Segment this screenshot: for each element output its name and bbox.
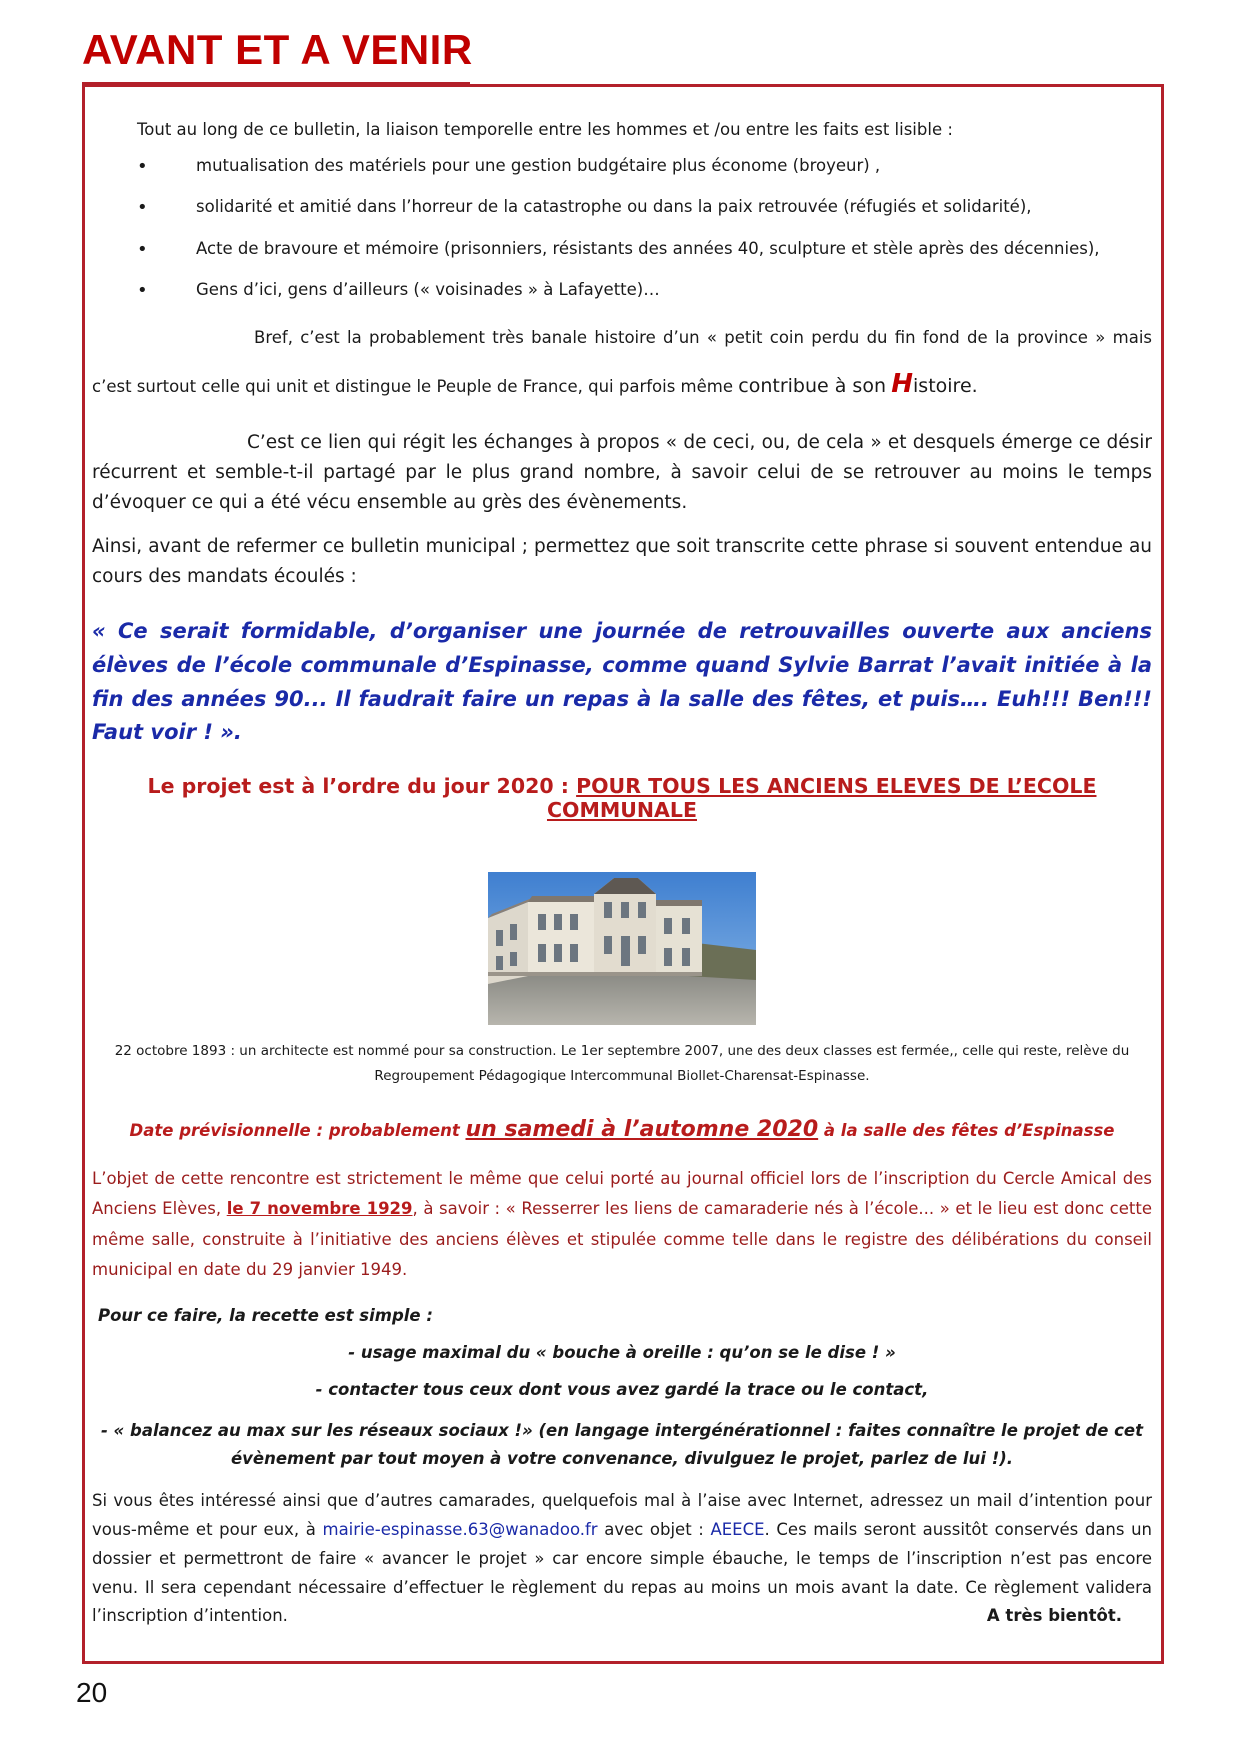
projet-prefix: Le projet est à l’ordre du jour 2020 : (147, 773, 569, 798)
recette-item: - « balancez au max sur les réseaux sociaux !» (en langage intergénérationnel : faites connaître le projet de cet évènement par tout moyen à votre convenance, divulguez le projet, parlez de lui !). (100, 1420, 1144, 1468)
recette-item: - usage maximal du « bouche à oreille : qu’on se le dise ! » (348, 1342, 896, 1362)
bref-text: Bref, c’est la probablement très banale histoire d’un « petit coin perdu du fin fond de la province » mais c’est surtout celle qui unit et distingue le Peuple de France, qui parfois même (92, 328, 1152, 397)
bref-emphasis: contribue à son (738, 375, 886, 398)
date-highlight: un samedi à l’automne 2020 (465, 1116, 819, 1142)
signoff: A très bientôt. (986, 1606, 1122, 1626)
lien-paragraph (92, 428, 1152, 518)
list-item (92, 238, 1152, 260)
bref-paragraph (92, 320, 1152, 413)
school-photo (488, 872, 756, 1025)
founding-date: le 7 novembre 1929 (226, 1199, 413, 1219)
histoire-rest: istoire. (913, 375, 978, 398)
projet-underlined: POUR TOUS LES ANCIENS ELEVES DE L’ECOLE COMMUNALE (546, 773, 1097, 822)
email-link[interactable]: mairie-espinasse.63@wanadoo.fr (322, 1519, 598, 1539)
objet-text-2: , à savoir : « Resserrer les liens de camaraderie nés à l’école... » et le lieu est donc cette même salle, construite à l’initiative des anciens élèves et stipulée comme telle dans le registre des délibérations du conseil municipal en date du 29 janvier 1949. (92, 1199, 1152, 1280)
bullet-icon: • (137, 238, 148, 260)
list-item-text: Gens d’ici, gens d’ailleurs (« voisinades » à Lafayette)… (196, 279, 660, 299)
contact-text-3: . Ces mails seront aussitôt conservés dans un dossier et permettront de faire « avancer le projet » car encore simple ébauche, le temps de l’inscription n’est pas encore venu. Il sera cependant nécessaire d’effectuer le règlement du repas au moins un mois avant la date. Ce règlement validera l’inscription d’intention. (92, 1519, 1153, 1626)
list-item (92, 279, 1152, 301)
histoire-initial: H (891, 369, 914, 400)
recette-intro: Pour ce faire, la recette est simple : (98, 1305, 433, 1325)
projet-line (92, 774, 1152, 822)
contact-text-2: avec objet : (604, 1519, 704, 1539)
list-item-text: solidarité et amitié dans l’horreur de la catastrophe ou dans la paix retrouvée (réfugiés et solidarité), (196, 197, 1032, 217)
objet-text-1: L’objet de cette rencontre est strictement le même que celui porté au journal officiel lors de l’inscription du Cercle Amical des Anciens Elèves, (92, 1168, 1152, 1219)
date-prefix: Date prévisionnelle : probablement (129, 1120, 460, 1140)
date-suffix: à la salle des fêtes d’Espinasse (823, 1120, 1115, 1140)
bullet-icon: • (137, 279, 148, 301)
mail-subject: AEECE (710, 1519, 765, 1539)
list-item (92, 196, 1152, 218)
bullet-list (92, 155, 1152, 301)
contact-text-1: Si vous êtes intéressé ainsi que d’autres camarades, quelquefois mal à l’aise avec Internet, adressez un mail d’intention pour vous-même et pour eux, à (92, 1490, 1152, 1539)
list-item (92, 155, 1152, 177)
page-number: 20 (76, 1677, 108, 1708)
bullet-icon: • (137, 197, 148, 219)
quote-paragraph: « Ce serait formidable, d’organiser une journée de retrouvailles ouverte aux anciens élèves de l’école communale d’Espinasse, comme quand Sylvie Barrat l’avait initiée à la fin des années 90... Il faudrait faire un repas à la salle des fêtes, et puis…. Euh!!! Ben!!! Faut voir ! ». (92, 619, 1152, 745)
photo-caption: 22 octobre 1893 : un architecte est nommé pour sa construction. Le 1er septembre 2007, une des deux classes est fermée,, celle qui reste, relève du Regroupement Pédagogique Intercommunal Biollet-Charensat-Espinasse. (114, 1042, 1130, 1084)
lien-text: C’est ce lien qui régit les échanges à propos « de ceci, ou, de cela » et desquels émerge ce désir récurrent et semble-t-il partagé par le plus grand nombre, à savoir celui de se retrouver au moins le temps d’évoquer ce qui a été vécu ensemble au grès des évènements. (92, 431, 1152, 513)
list-item-text: Acte de bravoure et mémoire (prisonniers, résistants des années 40, sculpture et stèle après des décennies), (196, 238, 1100, 258)
objet-paragraph (92, 1164, 1152, 1286)
page-title: AVANT ET A VENIR (82, 26, 473, 73)
bullet-icon: • (137, 156, 148, 178)
list-item-text: mutualisation des matériels pour une gestion budgétaire plus économe (broyeur) , (196, 156, 881, 176)
ainsi-paragraph: Ainsi, avant de refermer ce bulletin municipal ; permettez que soit transcrite cette phrase si souvent entendue au cours des mandats écoulés : (92, 535, 1152, 587)
contact-paragraph (92, 1487, 1152, 1631)
recette-item: - contacter tous ceux dont vous avez gardé la trace ou le contact, (315, 1379, 929, 1399)
school-building-image (488, 872, 756, 1025)
intro-paragraph: Tout au long de ce bulletin, la liaison temporelle entre les hommes et /ou entre les faits est lisible : (137, 120, 953, 139)
date-line (92, 1117, 1152, 1142)
article-body (92, 100, 1152, 1631)
